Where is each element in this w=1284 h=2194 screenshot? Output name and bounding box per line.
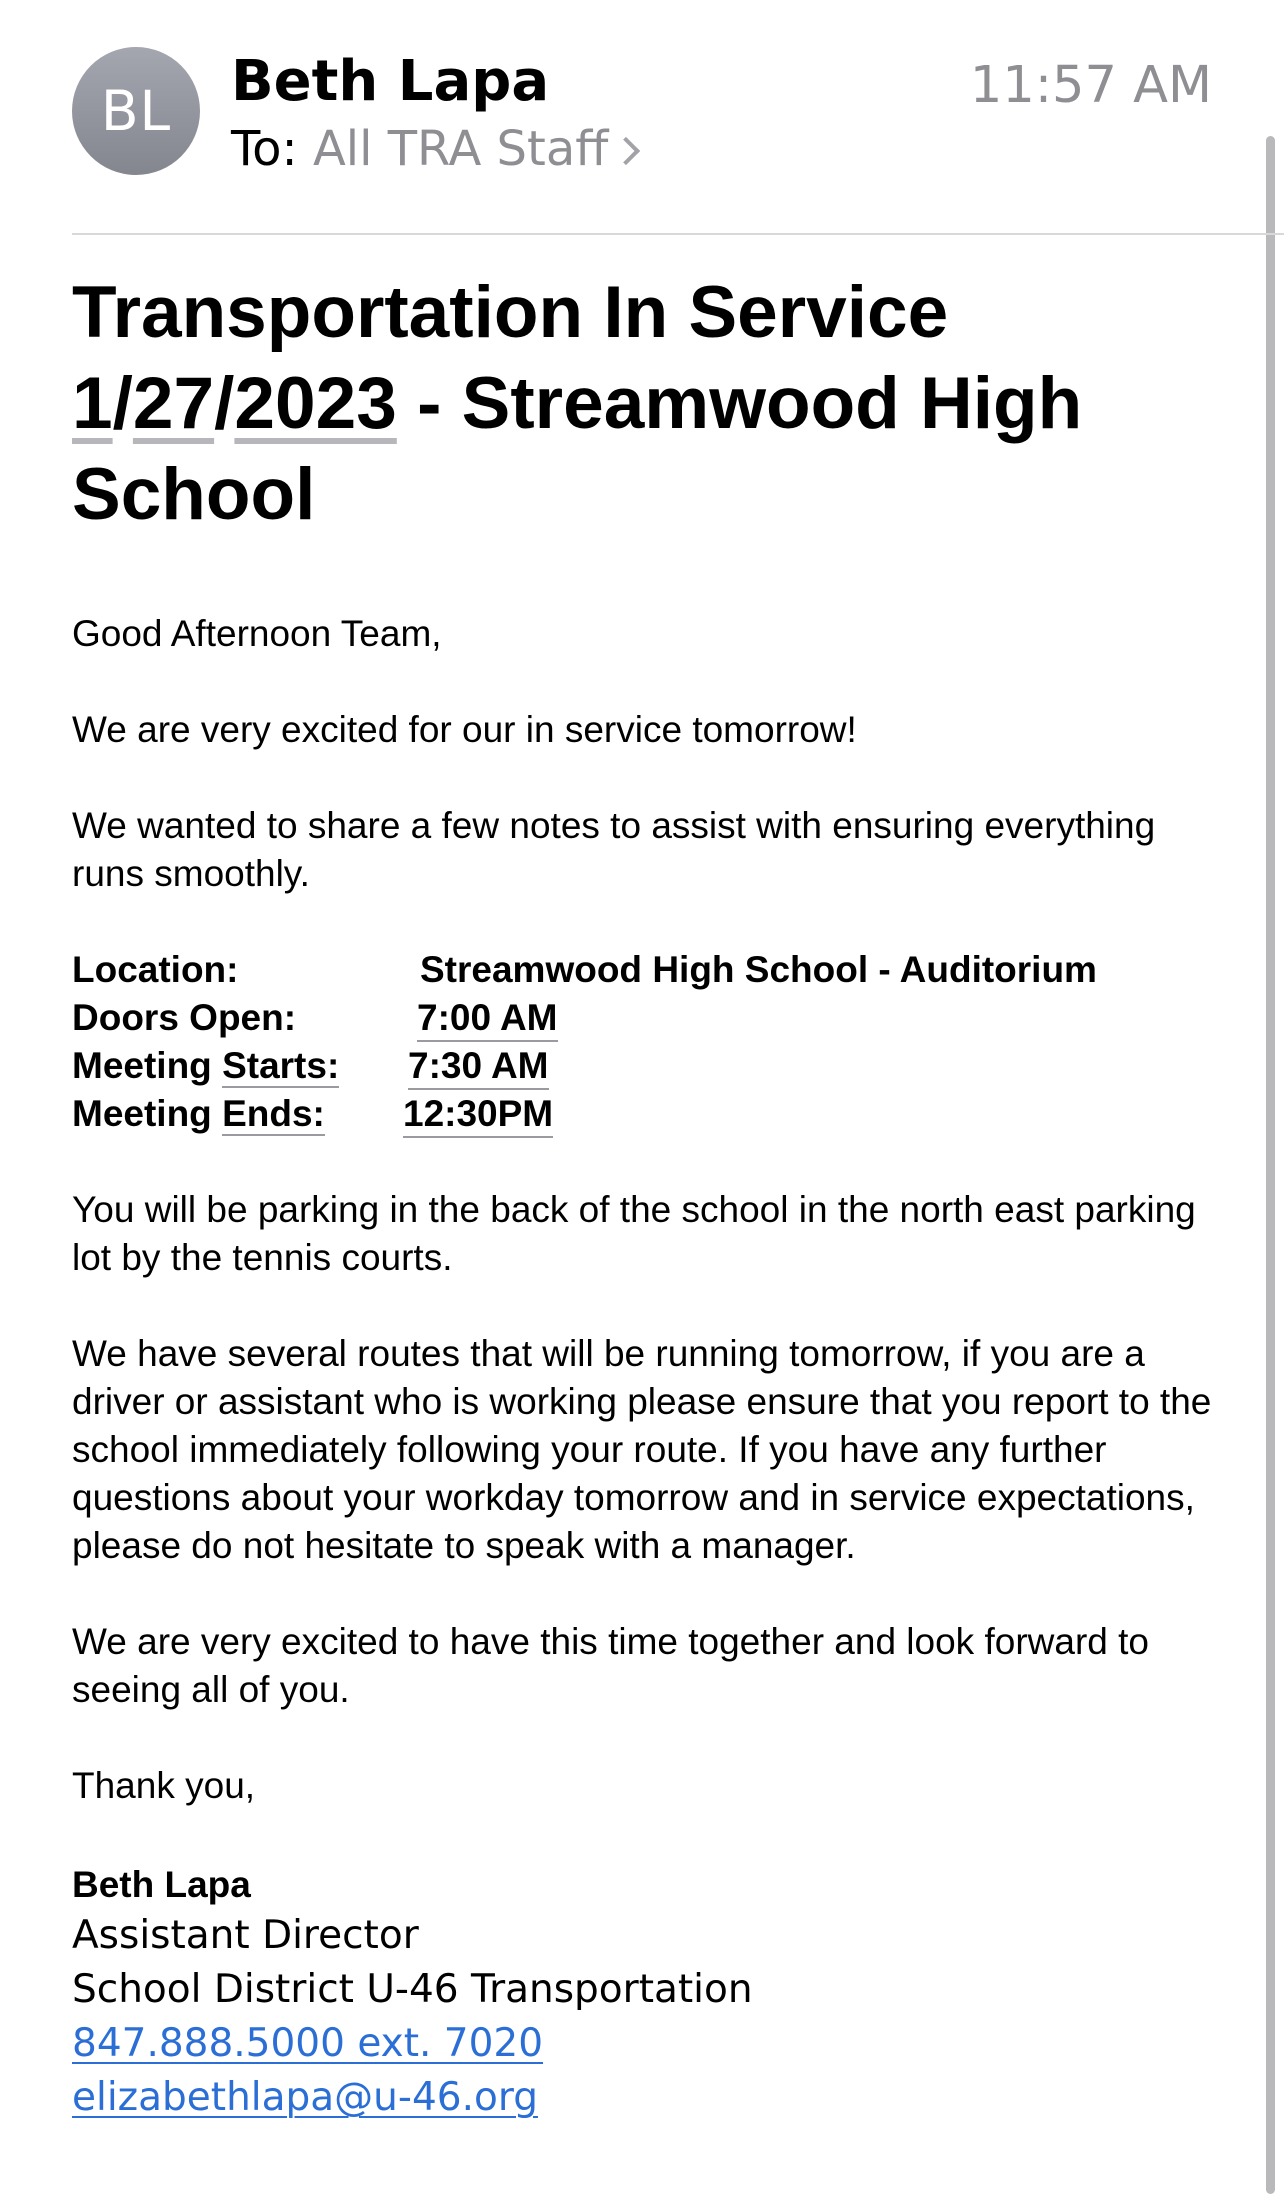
- detail-value: Streamwood High School - Auditorium: [420, 949, 1097, 990]
- greeting: Good Afternoon Team,: [72, 613, 442, 654]
- email-body: [72, 610, 1232, 1858]
- body-paragraph: We are very excited for our in service tomorrow!: [72, 709, 857, 750]
- detail-label-prefix: Meeting: [72, 1093, 223, 1134]
- message-header: [0, 0, 1284, 236]
- detail-value-time-link[interactable]: 12:30PM: [403, 1090, 553, 1138]
- subject-date-day[interactable]: 27: [132, 363, 215, 444]
- avatar[interactable]: BL: [72, 47, 200, 175]
- sender-name[interactable]: Beth Lapa: [231, 49, 550, 114]
- detail-row-location: [72, 946, 1232, 994]
- detail-label: [72, 1042, 408, 1090]
- detail-label-prefix: Meeting: [72, 1045, 223, 1086]
- subject-date-separator: /: [112, 363, 133, 444]
- detail-row-doors-open: [72, 994, 1232, 1042]
- email-signature: [72, 1861, 1222, 2125]
- detail-value-time-link[interactable]: 7:30 AM: [408, 1042, 549, 1090]
- subject-date-year[interactable]: 2023: [234, 363, 397, 444]
- detail-label: Doors Open:: [72, 997, 297, 1038]
- header-divider: [72, 233, 1284, 235]
- subject-date-separator: /: [214, 363, 235, 444]
- subject-school: - Streamwood High School: [72, 363, 1083, 535]
- signature-title: Assistant Director: [72, 1913, 419, 1958]
- body-paragraph: We are very excited to have this time together and look forward to seeing all of you.: [72, 1621, 1149, 1710]
- body-paragraph: You will be parking in the back of the school in the north east parking lot by the tennis courts.: [72, 1189, 1196, 1278]
- to-label: To:: [231, 121, 298, 177]
- detail-label: [72, 1090, 403, 1138]
- phone-link[interactable]: 847.888.5000 ext. 7020: [72, 2021, 544, 2066]
- detail-row-meeting-starts: [72, 1042, 1232, 1090]
- subject-title: Transportation In Service: [72, 272, 949, 353]
- body-paragraph: We wanted to share a few notes to assist with ensuring everything runs smoothly.: [72, 805, 1156, 894]
- recipient-line: [231, 119, 636, 179]
- signature-organization: School District U-46 Transportation: [72, 1967, 753, 2012]
- message-time: 11:57 AM: [969, 56, 1212, 115]
- sign-off: Thank you,: [72, 1765, 256, 1806]
- detail-label-linked[interactable]: Starts:: [222, 1045, 340, 1086]
- recipient-button[interactable]: [313, 121, 636, 177]
- detail-row-meeting-ends: [72, 1090, 1232, 1138]
- email-link[interactable]: elizabethlapa@u-46.org: [72, 2075, 538, 2120]
- chevron-right-icon[interactable]: [612, 137, 640, 165]
- email-subject: [72, 267, 1222, 540]
- scrollbar[interactable]: [1266, 136, 1275, 2194]
- detail-value-time-link[interactable]: 7:00 AM: [417, 994, 558, 1042]
- detail-label: Location:: [72, 949, 239, 990]
- detail-label-linked[interactable]: Ends:: [222, 1093, 325, 1134]
- event-details: [72, 946, 1232, 1138]
- recipient-name: All TRA Staff: [312, 121, 609, 177]
- body-paragraph: We have several routes that will be running tomorrow, if you are a driver or assistant who is working please ensure that you report to the school immediately following your route. If you have any further questions about your workday tomorrow and in service expectations, please do not hesitate to speak with a manager.: [72, 1333, 1212, 1566]
- subject-date-month[interactable]: 1: [72, 363, 113, 444]
- signature-name: Beth Lapa: [72, 1864, 251, 1905]
